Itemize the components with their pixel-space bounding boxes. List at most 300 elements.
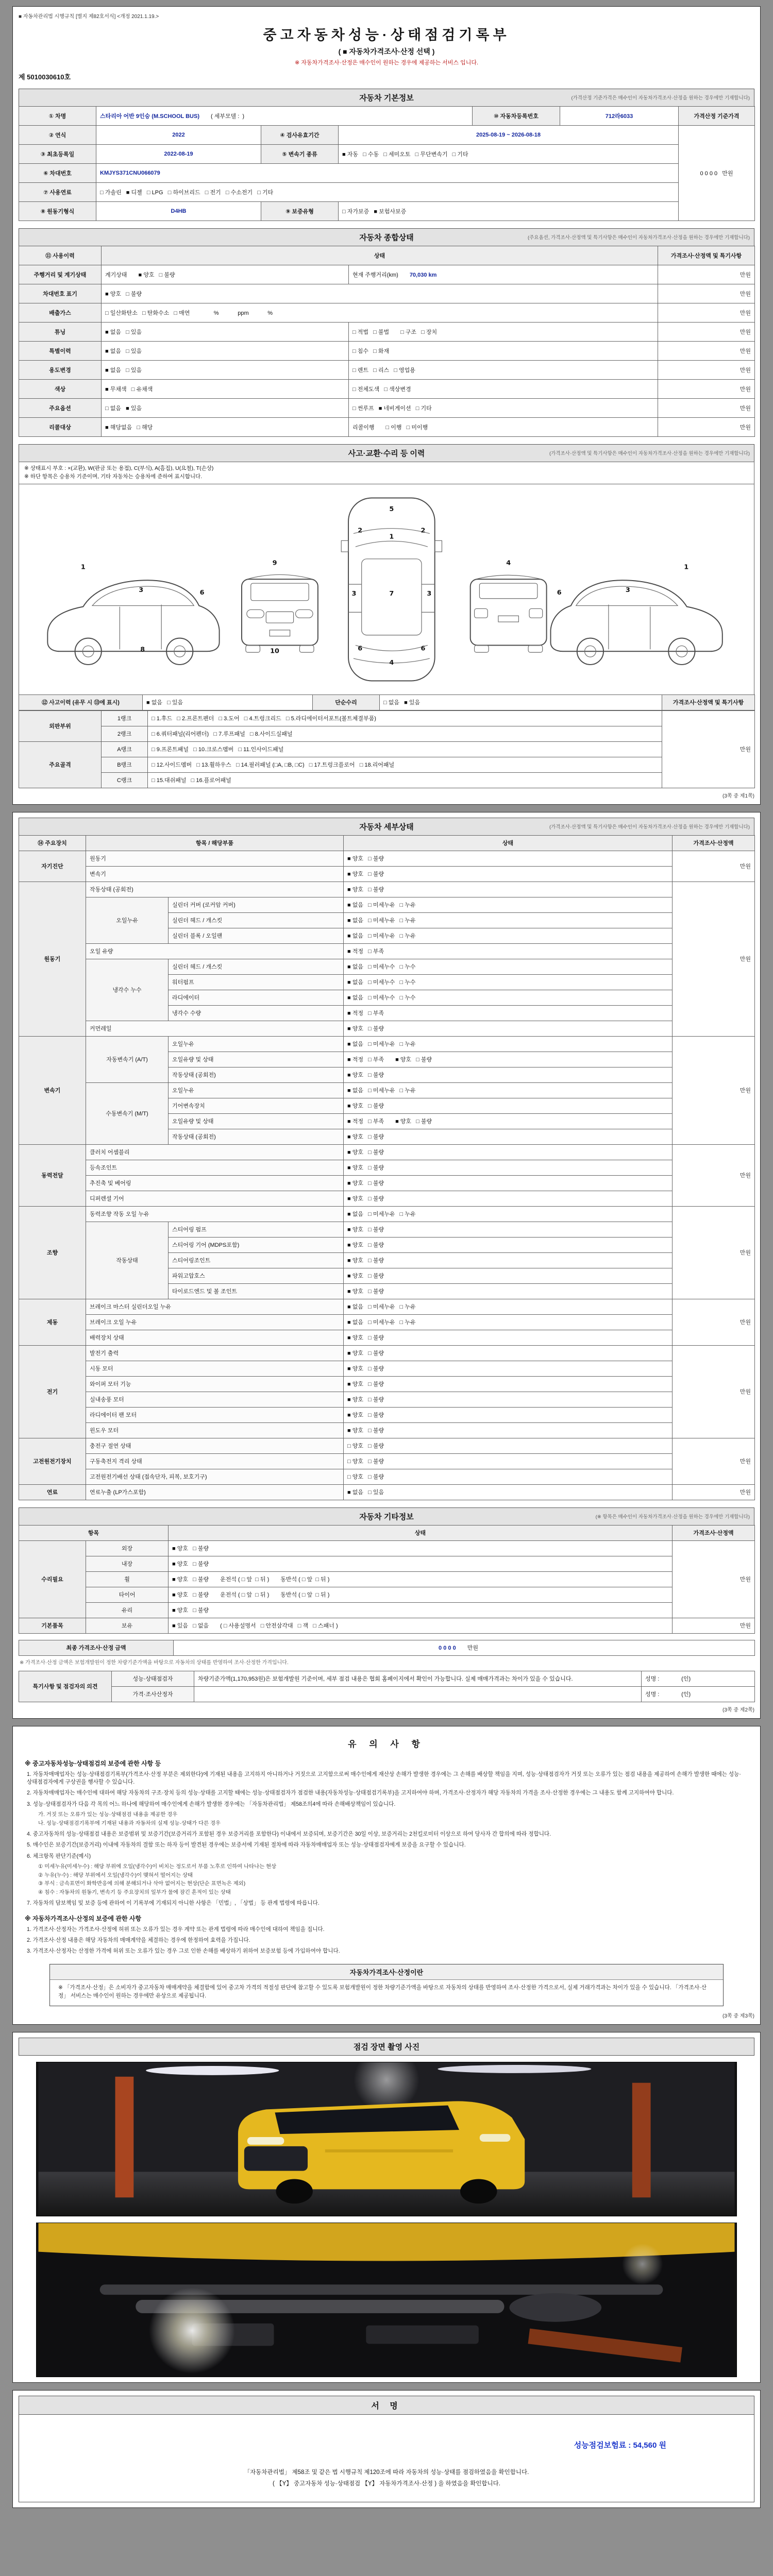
notice-subitem: ① 미세누유(미세누수) : 해당 부위에 오일(냉각수)이 비치는 정도로서 부품 노후로 인하여 나타나는 현상	[38, 1864, 277, 1870]
form-cell: 스티어링조인트	[169, 1252, 344, 1268]
cell-text: 계기상태	[105, 272, 127, 278]
form-cell: ⑩ 자동차등록번호	[473, 107, 560, 126]
form-cell: 상태	[169, 1525, 673, 1540]
table-row	[19, 303, 755, 323]
card-photos	[12, 2032, 761, 2383]
checkbox-group[interactable]: ■ 없음 □ 미세누수 □ 누수	[344, 974, 673, 990]
table-row	[19, 164, 755, 183]
form-cell: 작동상태 (공회전)	[169, 1067, 344, 1082]
notice-item: 2. 가격조사·산정 내용은 해당 자동차의 매매계약을 체결하는 경우에 한정하여 효력을 가집니다.	[27, 1937, 250, 1944]
notice-item: 3. 가격조사·산정자는 산정한 가격에 허위 또는 오류가 있는 경우 그로 인한 손해를 배상하기 위하여 보증보험 등에 가입하여야 합니다.	[27, 1948, 340, 1955]
svg-text:4: 4	[506, 559, 511, 567]
checkbox-group[interactable]: ■ 양호 □ 불량	[344, 1361, 673, 1376]
svg-text:8: 8	[140, 645, 145, 653]
mixed-cell	[349, 265, 658, 284]
form-cell: 배력장치 상태	[86, 1330, 344, 1345]
table-row	[19, 323, 755, 342]
form-cell: 가격·조사산정자	[112, 1686, 194, 1702]
notice-block1-list	[19, 1771, 754, 1908]
form-cell: 성명 : (인)	[642, 1686, 755, 1702]
form-cell: 만원	[658, 342, 755, 361]
form-cell: 휠	[86, 1571, 169, 1587]
form-cell: ⑤ 변속기 종류	[261, 145, 339, 164]
mixed-cell	[349, 323, 658, 342]
mixed-cell	[102, 265, 349, 284]
table-row	[19, 1175, 755, 1191]
car-side-view	[47, 580, 219, 665]
section-detail-note: (가격조사·산정액 및 특기사항은 매수인이 자동차가격조사·산정을 원하는 경우에만 기재합니다)	[549, 824, 750, 830]
table-row	[19, 959, 755, 974]
notice-subitem: ② 누유(누수) : 해당 부위에서 오일(냉각수)이 맺혀서 떨어지는 상태	[38, 1872, 193, 1878]
insurance-fee	[29, 2439, 744, 2450]
table-row	[19, 1144, 755, 1160]
checkbox-group[interactable]: ■ 없음 □ 있음	[102, 323, 349, 342]
form-cell: 2025-08-19 ~ 2026-08-18	[339, 126, 679, 145]
form-cell: 만원	[673, 1144, 755, 1206]
form-cell: A랭크	[102, 741, 148, 757]
table-row	[19, 246, 755, 265]
table-row	[19, 835, 755, 851]
inspection-photo-front	[36, 2062, 737, 2216]
form-cell: 라디에이터	[169, 990, 344, 1005]
svg-text:3: 3	[427, 589, 432, 598]
svg-text:3: 3	[139, 586, 144, 594]
svg-text:1: 1	[389, 532, 394, 540]
svg-text:7: 7	[389, 589, 394, 598]
form-cell: 기어변속장치	[169, 1098, 344, 1113]
accident-legend	[19, 462, 754, 484]
form-cell: 스티어링 기어 (MDPS포함)	[169, 1237, 344, 1252]
form-cell: 동력전달	[19, 1144, 86, 1206]
checkbox-group[interactable]: □ 구조 □ 장치	[400, 329, 438, 335]
form-cell: 작동상태 (공회전)	[86, 882, 344, 897]
form-cell: 만원	[658, 380, 755, 399]
checkbox-group[interactable]: □ 1.후드 □ 2.프론트펜더 □ 3.도어 □ 4.트렁크리드 □ 5.라디에이터서포트(볼트체결부품)	[148, 710, 662, 726]
document-page	[12, 0, 761, 2521]
svg-text:6: 6	[358, 644, 363, 652]
table-row	[19, 943, 755, 959]
form-cell: 연료	[19, 1484, 86, 1500]
form-cell: 오일유량 및 상태	[169, 1113, 344, 1129]
form-cell: 구동축전지 격리 상태	[86, 1453, 344, 1469]
notice-subitem: ③ 부식 : 금속표면이 화학반응에 의해 분해되거나 삭아 없어지는 현상(단순 표면녹은 제외)	[38, 1881, 246, 1887]
form-cell	[194, 1686, 642, 1702]
insurance-fee-amount: 54,560 원	[633, 2441, 666, 2450]
form-cell: 제동	[19, 1299, 86, 1345]
service-note: ※ 자동차가격조사·산정은 매수인이 원하는 경우에 제공하는 서비스 입니다.	[294, 60, 479, 66]
table-row	[19, 107, 755, 126]
checkbox-group[interactable]: ■ 양호 □ 불량	[344, 1252, 673, 1268]
mixed-cell	[96, 107, 473, 126]
table-row	[19, 1407, 755, 1422]
form-cell: 고전원전기배선 상태 (접속단자, 피복, 보호기구)	[86, 1469, 344, 1484]
checkbox-group[interactable]: ■ 적정 □ 부족	[347, 1057, 384, 1063]
checkbox-group[interactable]: ■ 무채색 □ 유채색	[102, 380, 349, 399]
checkbox-group[interactable]: ■ 없음 □ 있음	[344, 1484, 673, 1500]
cell-text: 운전석 ( □ 앞 □ 뒤 )	[220, 1577, 270, 1583]
form-cell: ① 차명	[19, 107, 96, 126]
checkbox-group[interactable]: ■ 없음 □ 미세누유 □ 누유	[344, 912, 673, 928]
form-cell: 오일유량 및 상태	[169, 1052, 344, 1067]
checkbox-group[interactable]: □ 자가보증 ■ 보험사보증	[339, 202, 679, 221]
checkbox-group[interactable]: □ 썬루프 ■ 네비게이션 □ 기타	[349, 399, 658, 418]
cell-text: ( 세부모델 : )	[210, 113, 245, 120]
form-cell: ③ 최초등록일	[19, 145, 96, 164]
svg-text:6: 6	[421, 644, 426, 652]
form-cell: 상태	[344, 835, 673, 851]
table-row	[19, 1571, 755, 1587]
signature-title: 서 명	[19, 2396, 754, 2415]
form-cell: 용도변경	[19, 361, 102, 380]
checkbox-group[interactable]: □ 없음 ■ 있음	[102, 399, 349, 418]
checkbox-group[interactable]: ■ 양호 □ 불량	[344, 1392, 673, 1407]
table-row	[19, 1525, 755, 1540]
car-side-view-right	[550, 580, 722, 665]
form-cell: 0 0 0 0 만원	[679, 126, 755, 221]
table-row	[19, 1469, 755, 1484]
checkbox-group[interactable]: ■ 양호 □ 불량	[344, 1407, 673, 1422]
checkbox-group[interactable]: ■ 양호 □ 불량	[344, 1191, 673, 1206]
cell-text: 운전석 ( □ 앞 □ 뒤 )	[220, 1592, 270, 1598]
checkbox-group[interactable]: ■ 양호 □ 불량	[344, 1222, 673, 1237]
table-row	[19, 1299, 755, 1314]
remarks-table	[19, 1671, 755, 1702]
checkbox-group[interactable]: ■ 양호 □ 불량	[138, 272, 175, 278]
table-row	[19, 1160, 755, 1175]
form-cell: 만원	[673, 1299, 755, 1345]
checkbox-group[interactable]: ■ 양호 □ 불량	[344, 1129, 673, 1144]
checkbox-group[interactable]: ■ 양호 □ 불량	[344, 1376, 673, 1392]
table-row	[19, 1484, 755, 1500]
form-cell: 만원	[673, 1618, 755, 1633]
form-cell: 만원	[658, 361, 755, 380]
price-definition-text: ※ 「가격조사·산정」은 소비자가 중고자동차 매매계약을 체결함에 있어 중고차 가격의 적절성 판단에 참고할 수 있도록 보험개발원이 정한 차량기준가액을 바탕으로 자동차의 상태를 반영하여 조사·산정한 가격으로서, 실제 거래가격과는 차이가 있을 수 있습니다. 「가격조사·산정」 서비스는 매수인이 원하는 경우에만 유상으로 제공됩니다.	[58, 1984, 707, 1999]
form-cell: 워터펌프	[169, 974, 344, 990]
form-cell: ⑧ 원동기형식	[19, 202, 96, 221]
svg-text:9: 9	[272, 559, 277, 567]
checkbox-group[interactable]: ■ 없음 □ 미세누유 □ 누유	[344, 897, 673, 912]
form-cell: C랭크	[102, 772, 148, 788]
cell-text: 동반석 ( □ 앞 □ 뒤 )	[280, 1577, 330, 1583]
cell-text: 동반석 ( □ 앞 □ 뒤 )	[280, 1592, 330, 1598]
signature-statement-1: 「자동차관리법」 제58조 및 같은 법 시행규칙 제120조에 따라 자동차의 성능·상태를 점검하였음을 확인합니다.	[244, 2469, 529, 2476]
svg-text:5: 5	[389, 505, 394, 513]
checkbox-group[interactable]: ■ 양호 □ 불량	[344, 1330, 673, 1345]
cell-text: % ppm %	[201, 310, 273, 316]
checkbox-group[interactable]: ■ 양호 □ 불량	[344, 1098, 673, 1113]
form-cell: 상태	[102, 246, 658, 265]
form-cell: 만원	[673, 1540, 755, 1618]
table-row	[19, 1640, 755, 1655]
form-cell: 가격조사·산정액	[673, 835, 755, 851]
form-cell: 가격조사·산정액	[673, 1525, 755, 1540]
form-cell: 2022-08-19	[96, 145, 261, 164]
form-cell: 성능·상태점검자	[112, 1671, 194, 1686]
form-cell: 연료누출 (LP가스포함)	[86, 1484, 344, 1500]
svg-text:6: 6	[199, 588, 205, 597]
checkbox-group[interactable]: □ 15.대쉬패널 □ 16.플로어패널	[148, 772, 662, 788]
checkbox-group[interactable]: ■ 없음 □ 있음	[143, 694, 313, 710]
checkbox-group[interactable]: ■ 양호 □ 불량	[344, 1175, 673, 1191]
table-row	[19, 1376, 755, 1392]
checkbox-group[interactable]: ■ 양호 □ 불량	[344, 1067, 673, 1082]
checkbox-group[interactable]: ■ 양호 □ 불량	[344, 1345, 673, 1361]
table-row	[19, 710, 755, 726]
form-cell: 브레이크 오일 누유	[86, 1314, 344, 1330]
checkbox-group[interactable]: □ 이행 □ 미이행	[385, 425, 428, 431]
checkbox-group[interactable]: ■ 양호 □ 불량	[344, 882, 673, 897]
comprehensive-state-table	[19, 246, 755, 437]
form-cell: 커먼레일	[86, 1021, 344, 1036]
notice-item: 4. 중고자동차의 성능·상태점검 내용은 보증범위 및 보증기간(보증거리가 포함된 경우 보증거리를 포함한다) 이내에서 보증되며, 보증기간은 30일 이상, 보증거리는 2천킬로미터 이상으로 하여 당사자 간 합의에 따라 정합니다.	[27, 1831, 551, 1838]
form-cell: 만원	[658, 303, 755, 323]
page-marker-2: (3쪽 중 제2쪽)	[722, 1707, 754, 1713]
checkbox-group[interactable]: ■ 없음 □ 미세누유 □ 누유	[344, 1036, 673, 1052]
checkbox-group[interactable]: ■ 없음 □ 있음	[102, 342, 349, 361]
checkbox-group[interactable]: ■ 적정 □ 부족	[347, 1118, 384, 1125]
insurance-fee-label: 성능점검보험료 :	[574, 2441, 631, 2450]
form-cell: 충전구 절연 상태	[86, 1438, 344, 1453]
form-cell: 단순수리	[313, 694, 380, 710]
card-signature	[12, 2390, 761, 2508]
checkbox-group[interactable]: □ 일산화탄소 □ 탄화수소 □ 매연	[105, 310, 190, 316]
svg-text:10: 10	[270, 647, 279, 655]
form-cell: 전기	[19, 1345, 86, 1438]
form-cell: 등속조인트	[86, 1160, 344, 1175]
form-cell: 주행거리 및 계기상태	[19, 265, 102, 284]
form-reference: ■ 자동차관리법 시행규칙 [별지 제82호서식] <개정 2021.1.19.>	[19, 14, 159, 20]
form-cell: 원동기	[19, 882, 86, 1036]
section-accident-note: (가격조사·산정액 및 특기사항은 매수인이 자동차가격조사·산정을 원하는 경우에만 기재합니다)	[549, 451, 750, 456]
other-info-table	[19, 1525, 755, 1634]
checkbox-group[interactable]: ■ 양호 □ 불량	[344, 1160, 673, 1175]
table-row	[19, 1671, 755, 1686]
signature-body	[19, 2415, 754, 2502]
section-detail-title: 자동차 세부상태	[359, 822, 414, 832]
form-cell: 리콜대상	[19, 418, 102, 437]
checkbox-group[interactable]: ■ 없음 □ 있음	[102, 361, 349, 380]
form-cell: 외장	[86, 1540, 169, 1556]
form-cell: 배출가스	[19, 303, 102, 323]
form-cell: 만원	[673, 1438, 755, 1484]
form-cell: 2랭크	[102, 726, 148, 741]
form-cell: 오일누유	[169, 1036, 344, 1052]
section-accident-title: 사고·교환·수리 등 이력	[348, 449, 425, 458]
form-cell: 스티어링 펌프	[169, 1222, 344, 1237]
form-cell: 윈도우 모터	[86, 1422, 344, 1438]
form-cell: 차량기준가액(1,170,953원)은 보험개발원 기준이며, 세부 점검 내용은 협회 홈페이지에서 확인이 가능합니다. 실제 매매가격과는 차이가 있을 수 있습니다.	[194, 1671, 642, 1686]
table-row	[19, 1036, 755, 1052]
notice-item: 2. 자동차매매업자는 매수인에 대하여 해당 자동차의 구조·장치 등의 성능·상태를 고지할 때에는 성능·상태점검자가 점검한 내용(자동차성능·상태점검기록부)을 고지하여야 하며, 가격조사·산정자가 해당 자동차의 가격을 조사·산정한 경우에는 그 내용도 함께 고지하여야 합니다.	[27, 1790, 674, 1797]
form-cell: 만원	[658, 323, 755, 342]
accident-history-table	[19, 694, 755, 710]
table-row	[19, 183, 755, 202]
table-row	[19, 1453, 755, 1469]
form-cell: 항목	[19, 1525, 169, 1540]
table-row	[19, 882, 755, 897]
table-row	[19, 342, 755, 361]
notice-block2-title: ※ 자동차가격조사·산정의 보증에 관한 사항	[25, 1914, 142, 1922]
table-row	[19, 1392, 755, 1407]
checkbox-group[interactable]: □ 12.사이드멤버 □ 13.휠하우스 □ 14.필러패널 (□A, □B, □C) □ 17.트렁크플로어 □ 18.리어패널	[148, 757, 662, 772]
checkbox-group[interactable]: ■ 해당없음 □ 해당	[102, 418, 349, 437]
form-cell: 동력조향 작동 오일 누유	[86, 1206, 344, 1222]
form-cell: 라디에이터 팬 모터	[86, 1407, 344, 1422]
checkbox-group[interactable]: □ 전체도색 □ 색상변경	[349, 380, 658, 399]
form-cell: 색상	[19, 380, 102, 399]
svg-text:3: 3	[351, 589, 357, 598]
checkbox-group[interactable]: ■ 없음 □ 미세누유 □ 누유	[344, 1299, 673, 1314]
notice-item: 5. 매수인은 보증기간(보증거리) 이내에 자동차의 결함 또는 하자 등이 발견된 경우에는 보증서에 기재된 절차에 따라 자동차매매업자 또는 성능·상태점검자에게 보증을 요구할 수 있습니다.	[27, 1842, 466, 1849]
page-title: 중고자동차성능·상태점검기록부	[263, 27, 510, 43]
section-basic-title: 자동차 기본정보	[359, 94, 414, 103]
accident-legend-1: ※ 상태표시 부호 : ×(교환), W(판금 또는 용접), C(부식), A(흠집), U(요철), T(손상)	[24, 465, 214, 471]
cell-text: 스타리아 어반 9인승 (M.SCHOOL BUS)	[100, 113, 199, 120]
form-cell: 외판부위	[19, 710, 102, 741]
form-cell: 자동변속기 (A/T)	[86, 1036, 169, 1082]
price-definition-title: 자동차가격조사·산정이란	[50, 1964, 723, 1980]
checkbox-group[interactable]: ■ 자동 □ 수동 □ 세미오토 □ 무단변속기 □ 기타	[339, 145, 679, 164]
table-row	[19, 361, 755, 380]
form-cell: 가격조사·산정액 및 특기사항	[658, 246, 755, 265]
form-cell: 만원	[673, 851, 755, 882]
checkbox-group[interactable]: ■ 없음 □ 미세누유 □ 누유	[344, 1206, 673, 1222]
detail-state-table	[19, 835, 755, 1500]
checkbox-group[interactable]: ■ 양호 □ 불량	[169, 1556, 673, 1571]
checkbox-group[interactable]: ■ 적정 □ 부족	[344, 1005, 673, 1021]
form-cell: 조향	[19, 1206, 86, 1299]
form-cell: 주요옵션	[19, 399, 102, 418]
checkbox-group[interactable]: □ 없음 ■ 있음	[380, 694, 662, 710]
checkbox-group[interactable]: ■ 없음 □ 미세누유 □ 누유	[344, 1314, 673, 1330]
section-other-title: 자동차 기타정보	[359, 1512, 414, 1521]
page-marker-1: (3쪽 중 제1쪽)	[722, 793, 754, 799]
checkbox-group[interactable]: ■ 적정 □ 부족	[344, 943, 673, 959]
cell-text: 현재 주행거리(km)	[352, 272, 398, 278]
table-row	[19, 726, 755, 741]
table-row	[19, 741, 755, 757]
accident-legend-2: ※ 하단 항목은 승용차 기준이며, 기타 자동차는 승용차에 준하여 표시합니다.	[24, 473, 203, 480]
form-cell: 만원	[658, 399, 755, 418]
notice-block1-title: ※ 중고자동차성능·상태점검의 보증에 관한 사항 등	[25, 1759, 161, 1767]
checkbox-group[interactable]: ■ 양호 □ 불량	[344, 1283, 673, 1299]
checkbox-group[interactable]: ■ 양호 □ 불량	[169, 1602, 673, 1618]
table-row	[19, 1361, 755, 1376]
checkbox-group[interactable]: ■ 없음 □ 미세누유 □ 누유	[344, 1082, 673, 1098]
form-cell: ⑫ 사고이력 (유무 시 ⑬에 표시)	[19, 694, 143, 710]
notice-item: 3. 성능·상태점검자가 다음 각 목의 어느 하나에 해당하여 매수인에게 손해가 발생한 경우에는 「자동차관리법」 제58조의4에 따라 손해배상책임이 있습니다.	[27, 1801, 396, 1807]
table-row	[19, 202, 755, 221]
checkbox-group[interactable]: □ 양호 □ 불량	[344, 1438, 673, 1453]
form-cell: 1랭크	[102, 710, 148, 726]
mixed-cell	[169, 1587, 673, 1602]
form-cell: ④ 검사유효기간	[261, 126, 339, 145]
checkbox-group[interactable]: ■ 양호 □ 불량	[102, 284, 658, 303]
form-cell: 디퍼렌셜 기어	[86, 1191, 344, 1206]
checkbox-group[interactable]: ■ 양호 □ 불량	[344, 851, 673, 866]
notice-title: 유 의 사 항	[348, 1739, 425, 1749]
card-page2	[12, 812, 761, 1719]
checkbox-group[interactable]: ■ 양호 □ 불량	[344, 1144, 673, 1160]
form-cell: ⑨ 보증유형	[261, 202, 339, 221]
mixed-cell	[349, 418, 658, 437]
form-cell: 내장	[86, 1556, 169, 1571]
checkbox-group[interactable]: □ 6.쿼터패널(리어펜더) □ 7.루프패널 □ 8.사이드실패널	[148, 726, 662, 741]
checkbox-group[interactable]: ■ 있음 □ 없음	[172, 1623, 209, 1629]
cell-text: 리콜이행	[352, 425, 375, 431]
page-marker-3: (3쪽 중 제3쪽)	[722, 2013, 754, 2019]
form-cell: 성명 : (인)	[642, 1671, 755, 1686]
form-cell: ② 연식	[19, 126, 96, 145]
page-subtitle: ( ■ 자동차가격조사·산정 선택 )	[338, 47, 435, 56]
mixed-cell	[102, 303, 658, 323]
table-row	[19, 1345, 755, 1361]
checkbox-group[interactable]: ■ 없음 □ 미세누유 □ 누유	[344, 928, 673, 943]
checkbox-group[interactable]: ■ 없음 □ 미세누수 □ 누수	[344, 990, 673, 1005]
table-row	[19, 1222, 755, 1237]
form-cell: 실린더 헤드 / 개스킷	[169, 912, 344, 928]
section-comp-title: 자동차 종합상태	[359, 233, 414, 242]
form-cell: 원동기	[86, 851, 344, 866]
svg-text:4: 4	[389, 658, 394, 667]
checkbox-group[interactable]: □ 침수 □ 화재	[349, 342, 658, 361]
form-cell: 유리	[86, 1602, 169, 1618]
checkbox-group[interactable]: □ 가솔린 ■ 디젤 □ LPG □ 하이브리드 □ 전기 □ 수소전기 □ 기타	[96, 183, 679, 202]
checkbox-group[interactable]: ■ 양호 □ 불량	[344, 866, 673, 882]
checkbox-group[interactable]: ■ 없음 □ 미세누수 □ 누수	[344, 959, 673, 974]
mixed-cell	[169, 1571, 673, 1587]
basic-info-table	[19, 106, 755, 221]
form-cell: 보유	[86, 1618, 169, 1633]
form-cell: 냉각수 누수	[86, 959, 169, 1021]
checkbox-group[interactable]: ■ 양호 □ 불량	[172, 1592, 209, 1598]
section-detail-header	[19, 818, 754, 835]
checkbox-group[interactable]: ■ 양호 □ 불량	[344, 1268, 673, 1283]
mixed-cell	[344, 1052, 673, 1067]
form-cell: 브레이크 마스터 실린더오일 누유	[86, 1299, 344, 1314]
form-cell: 고전원전기장치	[19, 1438, 86, 1484]
checkbox-group[interactable]: ■ 양호 □ 불량	[172, 1577, 209, 1583]
form-cell: 냉각수 수량	[169, 1005, 344, 1021]
table-row	[19, 1556, 755, 1571]
form-cell: 712라6033	[560, 107, 679, 126]
form-cell: 만원	[673, 1484, 755, 1500]
form-cell: 만원	[662, 710, 755, 788]
checkbox-group[interactable]: ■ 양호 □ 불량	[344, 1021, 673, 1036]
table-row	[19, 284, 755, 303]
section-accident-header	[19, 444, 754, 462]
cell-text: 0 0 0 0	[439, 1645, 456, 1651]
form-cell: 주요골격	[19, 741, 102, 788]
checkbox-group[interactable]: □ 적법 □ 불법	[352, 329, 390, 335]
checkbox-group[interactable]: ■ 양호 □ 불량	[169, 1540, 673, 1556]
form-cell: 특별이력	[19, 342, 102, 361]
svg-text:6: 6	[557, 588, 562, 597]
form-cell: 변속기	[19, 1036, 86, 1144]
photos-title: 점검 장면 촬영 사진	[19, 2038, 754, 2056]
checkbox-group[interactable]: ■ 양호 □ 불량	[344, 1237, 673, 1252]
checkbox-group[interactable]: □ 양호 □ 불량	[344, 1453, 673, 1469]
checkbox-group[interactable]: ■ 양호 □ 불량	[395, 1118, 432, 1125]
checkbox-group[interactable]: ■ 양호 □ 불량	[344, 1422, 673, 1438]
form-cell: 파워고압호스	[169, 1268, 344, 1283]
checkbox-group[interactable]: □ 양호 □ 불량	[344, 1469, 673, 1484]
checkbox-group[interactable]: □ 렌트 □ 리스 □ 영업용	[349, 361, 658, 380]
checkbox-group[interactable]: □ 9.프론트패널 □ 10.크로스멤버 □ 11.인사이드패널	[148, 741, 662, 757]
checkbox-group[interactable]: ■ 양호 □ 불량	[395, 1057, 432, 1063]
form-cell: 만원	[673, 1206, 755, 1299]
table-row	[19, 1021, 755, 1036]
